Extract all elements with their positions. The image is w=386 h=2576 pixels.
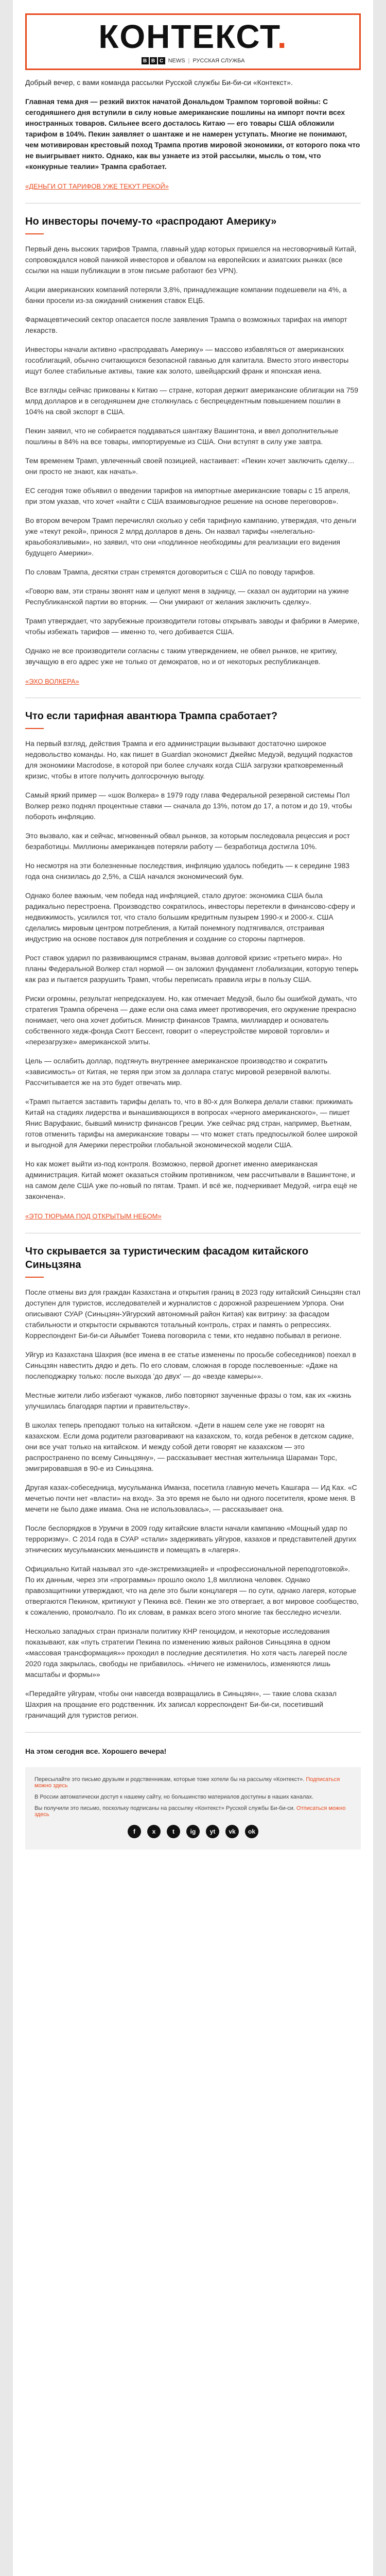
greeting: Добрый вечер, с вами команда рассылки Русской службы Би-би-си «Контекст». [25, 78, 293, 87]
footer-forward-text: Пересылайте это письмо друзьям и родственникам, которые тоже хотели бы на рассылку «Контекст». Подписаться можно здесь [34, 1776, 340, 1789]
social-icons [34, 1825, 352, 1838]
bbc-service-label: РУССКАЯ СЛУЖБА [192, 58, 245, 64]
paragraph: Официально Китай называл это «де-экстремизацией» и «профессиональной переподготовкой». По их данным, через эти «программы» прошло около 1,8 миллиона человек. Однако правозащитники утверждают, что на деле это были концлагеря — по сути, однако лагеря, которые отвергаются Пекином, критикуют у Пекина всё. Пекин же это отвергает, а вот мировое сообщество, к сожалению, промолчало. По их словам, в рамках всего этого многие так бесследно исчезли. [25, 1564, 359, 1616]
paragraph: Это вызвало, как и сейчас, мгновенный обвал рынков, за которым последовала рецессия и рост безработицы. Миллионы американцев потеряли работу — безработица достигла 10%. [25, 832, 350, 851]
section-2-link[interactable]: «ЭХО ВОЛКЕРА» [25, 677, 79, 685]
paragraph: Тем временем Трамп, увлеченный своей позицией, настаивает: «Пекин хочет заключить сделку… они просто не знают, как начать». [25, 456, 355, 476]
paragraph: «Передайте уйгурам, чтобы они навсегда возвращались в Синьцзян», — такие слова сказал Шахрия на прощание его родственник. Их записал корреспондент Би-би-си, посетивший граничащий для туристов регион. [25, 1689, 337, 1719]
signoff: На этом сегодня все. Хорошего вечера! [25, 1747, 167, 1755]
paragraph: Все взгляды сейчас прикованы к Китаю — стране, которая держит американские облигации на 759 млрд долларов и в сегодняшнем дне столкнулась с беспрецедентным повышением пошлин в 104% на свой экспорт в США. [25, 385, 359, 416]
divider [25, 1732, 361, 1733]
section-1-link[interactable]: «ДЕНЬГИ ОТ ТАРИФОВ УЖЕ ТЕКУТ РЕКОЙ» [25, 182, 169, 190]
vk-icon[interactable]: vk [225, 1825, 239, 1838]
paragraph: Риски огромны, результат непредсказуем. Но, как отмечает Медуэй, было бы ошибкой думать, что стратегия Трампа обречена — даже если она сама имеет противоречия, его окружение прекрасно понимает, чего она хочет добиться. Министр финансов Трампа, миллиардер и основатель собственного хедж-фонда Скотт Бессент, говорит о «переустройстве мировой торговли» и «перезагрузке» американской элиты. [25, 994, 357, 1046]
paragraph: Первый день высоких тарифов Трампа, главный удар которых пришелся на несговорчивый Китай, сопровождался новой паникой инвесторов и обвалом на европейских и азиатских рынках (все ссылки на наши публикации в этом письме работают без VPN). [25, 244, 357, 275]
section-2-title: Что если тарифная авантюра Трампа сработает? [25, 710, 278, 722]
paragraph: Другая казах-собеседница, мусульманка Иманза, посетила главную мечеть Кашгара — Ид Ках. «С мечетью почти нет «власти» на вход». За это время не было ни одного посетителя, кроме меня. В мечети не было даже имама. Она не использовалась», — рассказывает она. [25, 1483, 357, 1513]
paragraph: Рост ставок ударил по развивающимся странам, вызвав долговой кризис «третьего мира». Но планы Федеральной Волкер стал нормой — он заложил фундамент глобализации, которую теперь как раз и пытается разрушить Трамп, чтобы переписать правила игры в пользу США. [25, 954, 359, 984]
paragraph: Несколько западных стран признали политику КНР геноцидом, и некоторые исследования показывают, как «путь стратегии Пекина по изменению живых районов Синьцзяна в одном «массовая трансформация»» проходил в последние десятилетия. Но хотя часть лагерей после 2020 года закрылась, свободы не прибавилось. «Ничего не изменилось, изменяются лишь масштабы и формы»» [25, 1626, 347, 1679]
subscribe-link[interactable]: Подписаться можно здесь [34, 1776, 340, 1789]
x-icon[interactable]: x [147, 1825, 161, 1838]
paragraph: «Говорю вам, эти страны звонят нам и целуют меня в задницу, — сказал он аудитории на ужине Республиканской партии во вторник. — Они умирают от желания заключить сделку». [25, 586, 349, 606]
paragraph: Однако более важным, чем победа над инфляцией, стало другое: экономика США была радикально перестроена. Производство сократилось, инвесторы перетекли в финансово-сферу и недвижимость, усилился тот, что стало большим кредитным пузырем 1990-х и 2000-х. США сделались мировым центром потребления, а Китай понемногу подтягивался, отстраивая индустрию на основе поставок для потребления и создание со стороны партнеров. [25, 891, 355, 943]
instagram-icon[interactable]: ig [186, 1825, 200, 1838]
paragraph: Во втором вечером Трамп перечислял сколько у себя тарифную кампанию, утверждая, что деньги уже «текут рекой», принося 2 млрд долларов в день. Он назвал тарифы «нелегально-краьобоязливыми», но заявил, что они «подлинное необходимы для реализации его видения будущего Америки». [25, 516, 357, 557]
paragraph: После отмены виз для граждан Казахстана и открытия границ в 2023 году китайский Синьцзян стал доступен для туристов, исследователей и журналистов с дорожной разрешением Урпора. Они описывают СУАР (Синьцзян-Уйгурский автономный район Китая) как витрину: за фасадом стабильности и открытости скрываются тотальный контроль, страх и память о репрессиях. Корреспондент Би-би-си Айымбет Тоиева поговорила с теми, кто недавно побывал в регионе. [25, 1287, 361, 1340]
footer-subscription-text: Вы получили это письмо, поскольку подписаны на рассылку «Контекст» Русской службы Би-би-си. Отписаться можно здесь [34, 1805, 346, 1818]
section-2-body [25, 738, 361, 1202]
paragraph: Уйгур из Казахстана Шахрия (все имена в ее статье изменены по просьбе собеседников) поехал в Синьцзян навестить дядю и деть. По его словам, сложная в городе послевоенные: «Даже на послеподжарку только: после выхода 'до двух' — до «везде камеры»». [25, 1350, 357, 1380]
section-1-title: Но инвесторы почему-то «распродают Америку» [25, 215, 277, 227]
ok-icon[interactable]: ok [245, 1825, 258, 1838]
paragraph: Инвесторы начали активно «распродавать Америку» — массово избавляться от американских гособлигаций, обычно считающихся безопасной гаванью для капитала. Вместо этого инвесторы ищут более стабильные активы, такие как золото, швейцарский франк и японская иена. [25, 345, 349, 375]
paragraph: Цель — ослабить доллар, подтянуть внутреннее американское производство и сократить «зависимость» от Китая, не теряя при этом за доллара статус мировой резервной валюты. Рассчитывается же на это будет отвечать мир. [25, 1057, 331, 1087]
paragraph: Самый яркий пример — «шок Волкера» в 1979 году глава Федеральной резервной системы Пол Волкер резко поднял процентные ставки — сначала до 13%, потом до 17, а потом и до 19, чтобы побороть инфляцию. [25, 791, 352, 821]
paragraph: После беспорядков в Урумчи в 2009 году китайские власти начали кампанию «Мощный удар по терроризму». С 2014 года в СУАР «стали» задерживать уйгуров, казахов и представителей других этнических мусульманских меньшинств и помещать в «лагеря». [25, 1523, 357, 1554]
paragraph: Акции американских компаний потеряли 3,8%, принадлежащие компании подешевели на 4%, а банки просели из-за ожиданий снижения ставок ЕЦБ. [25, 285, 347, 304]
section-3-title: Что скрывается за туристическим фасадом китайского Синьцзяна [25, 1245, 309, 1270]
section-3-link[interactable]: «ЭТО ТЮРЬМА ПОД ОТКРЫТЫМ НЕБОМ» [25, 1212, 162, 1220]
paragraph: Трамп утверждает, что зарубежные производители готовы открывать заводы и фабрики в Америке, чтобы избежать тарифов — именно то, чего добивается США. [25, 616, 360, 636]
paragraph: «Трамп пытается заставить тарифы делать то, что в 80-х для Волкера делали ставки: прижимать Китай на стадиях лидерства и вынашивающихся в вопросах «черного американского», — пишет Янис Варуфакис, бывший министр финансов Греции. Уже сейчас ряд стран, например, Вьетнам, готов отменить тарифы на американские товары — что может стать предпосылкой более широкой и выгодной для Америки перестройки глобальной экономической модели США. [25, 1097, 358, 1149]
facebook-icon[interactable]: f [128, 1825, 141, 1838]
paragraph: По словам Трампа, десятки стран стремятся договориться с США по поводу тарифов. [25, 567, 315, 576]
paragraph: ЕС сегодня тоже объявил о введении тарифов на импортные американские товары с 15 апреля, при этом указав, что хочет «найти с США взаимовыгодное решение на основе переговоров». [25, 486, 350, 505]
paragraph: Однако не все производители согласны с таким утверждением, не обвел рынков, не критику, звучащую в его адрес уже не только от демократов, но и от некоторых республиканцев. [25, 646, 338, 666]
paragraph: Но как может выйти из-под контроля. Возможно, первой дрогнет именно американская администрация. Китай может оказаться стойким противником, чем рассчитывали в Вашингтоне, и на самом деле США уже по-новый по пятам. Трамп. И всё же, подчеркивает Медуэй, «игра ещё не закончена». [25, 1160, 358, 1200]
section-1-body [25, 244, 361, 667]
divider [25, 203, 361, 204]
telegram-icon[interactable]: t [167, 1825, 180, 1838]
accent-rule [25, 1277, 44, 1278]
kontekst-logo: КОНТЕКСТ. [98, 18, 288, 55]
accent-rule [25, 728, 44, 729]
youtube-icon[interactable]: yt [206, 1825, 219, 1838]
bbc-blocks-icon: B B C [142, 57, 165, 64]
section-3-body [25, 1287, 361, 1721]
paragraph: В школах теперь преподают только на китайском. «Дети в нашем селе уже не говорят на казахском. Если дома родители разговаривают на казахском, то, когда ребенок в детском садике, они все учат только на китайском. И между собой дети говорят не казахском — это распространено по всему Синьцзяну», — рассказывает местная жительница Шараман Торс, эмигрировавшая в 90-е из Синьцзяна. [25, 1420, 354, 1472]
newsletter [13, 0, 373, 2576]
accent-rule [25, 233, 44, 234]
paragraph: Местные жители либо избегают чужаков, либо повторяют заученные фразы о том, как их «жизнь улучшилась благодаря партии и правительству». [25, 1391, 352, 1410]
paragraph: Пекин заявил, что не собирается поддаваться шантажу Вашингтона, и ввел дополнительные пошлины в 84% на все товары, импортируемые из США. Они вступят в силу уже завтра. [25, 426, 339, 446]
lead-paragraph: Главная тема дня — резкий вихток начатой Дональдом Трампом торговой войны: С сегодняшнего дня вступили в силу новые американские пошлины на импорт почти всех иностранных товаров. Сильнее всего досталось Китаю — его товары США обложили тарифом в 104%. Пекин заявляет о шантаже и не намерен уступать. Многие не понимают, чем мотивирован крестовый поход Трампа против мировой экономики, от которого пока что не выигрывает никто. Однако, как вы узнаете из этой рассылки, мысль о том, что «конкурные теалии» Трампа сработает. [25, 97, 360, 171]
paragraph: На первый взгляд, действия Трампа и его администрации вызывают достаточно широкое недовольство команды. Но, как пишет в Guardian экономист Джеймс Медуэй, ведущий подкастов для экономики Macrodose, в которой при более случаях когда США загрузки кратковременный кризис, чтобы в итоге получить долгосрочную выгоду. [25, 739, 353, 780]
header [13, 0, 373, 77]
paragraph: Фармацевтический сектор опасается после заявления Трампа о возможных тарифах на импорт лекарств. [25, 315, 347, 334]
footer-access-text: В России автоматически доступ к нашему сайту, но большинство материалов доступны в наших каналах. [34, 1793, 314, 1800]
bbc-news-label: NEWS [168, 58, 185, 64]
unsubscribe-link[interactable]: Отписаться можно здесь [34, 1805, 346, 1818]
footer [25, 1767, 361, 1850]
paragraph: Но несмотря на эти болезненные последствия, инфляцию удалось победить — к середине 1983 года она снизилась до 2,5%, а США начался экономический бум. [25, 861, 350, 880]
bbc-russian-service-logo: B B C NEWS | РУССКАЯ СЛУЖБА [34, 57, 352, 64]
logo-box [25, 13, 361, 70]
